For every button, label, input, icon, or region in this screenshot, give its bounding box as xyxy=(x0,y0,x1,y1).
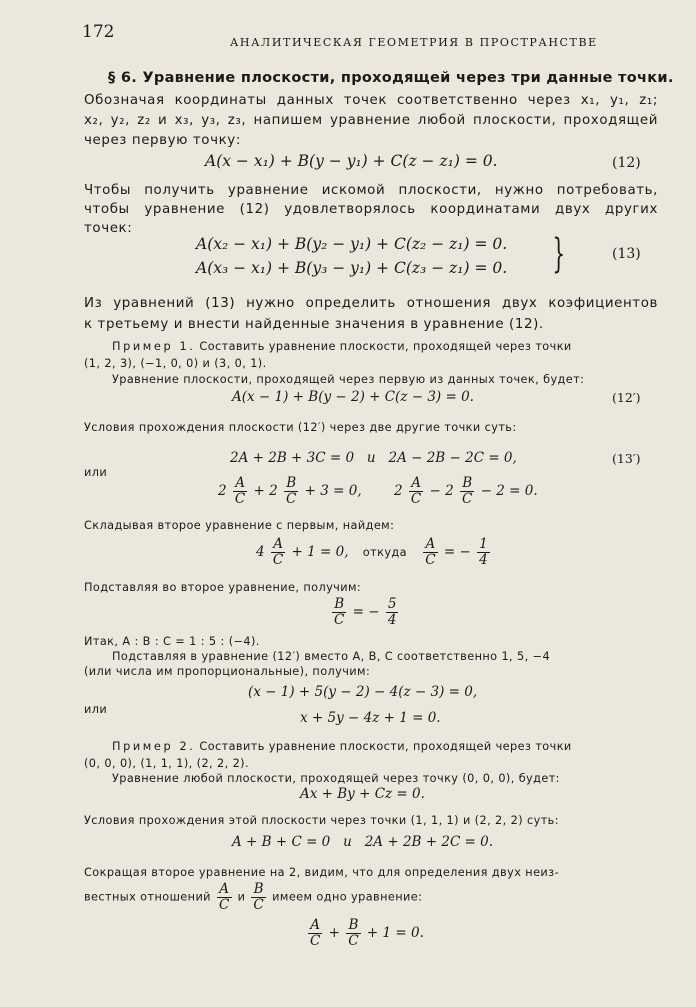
example1-or-2: или xyxy=(84,703,108,716)
intro-line-1: Обозначая координаты данных точек соответственно через x₁, y₁, z₁; xyxy=(84,93,658,108)
para2-line-2: чтобы уравнение (12) удовлетворялось координатами двух других xyxy=(84,202,658,217)
example2-task-line-2: (0, 0, 0), (1, 1, 1), (2, 2, 2). xyxy=(84,757,249,770)
example1-condition-equation: 2A + 2B + 3C = 0 и 2A − 2B − 2C = 0, xyxy=(230,450,517,466)
example1-or-1: или xyxy=(84,466,108,479)
intro-line-3: через первую точку: xyxy=(84,133,241,148)
fraction-b-over-c: $\frac{B}{C}$ xyxy=(334,596,345,628)
example1-subst-line-2: (или числа им пропорциональные), получим: xyxy=(84,665,371,678)
example1-final-equation-2: x + 5y − 4z + 1 = 0. xyxy=(300,710,441,726)
example2-task-line-1: Составить уравнение плоскости, проходящей через точки xyxy=(199,740,572,753)
para2-line-3: точек: xyxy=(84,221,133,236)
section-heading: § 6. Уравнение плоскости, проходящей через три данные точки. xyxy=(108,70,674,86)
fraction-b-over-c: $\frac{B}{C}$ xyxy=(286,475,297,507)
example1-equation-tag: (12′) xyxy=(612,390,641,405)
example2-label-text: Пример 2. xyxy=(112,740,196,753)
example1-task-line-2: (1, 2, 3), (−1, 0, 0) и (3, 0, 1). xyxy=(84,357,267,370)
equation-13-line-1: A(x₂ − x₁) + B(y₂ − y₁) + C(z₂ − z₁) = 0. xyxy=(196,235,508,253)
intro-line-2: x₂, y₂, z₂ и x₃, y₃, z₃, напишем уравнение любой плоскости, проходящей xyxy=(84,113,658,128)
fraction-a-over-c: $\frac{A}{C}$ xyxy=(218,881,230,913)
equation-12: A(x − x₁) + B(y − y₁) + C(z − z₁) = 0. xyxy=(205,152,498,170)
example2-plane-line: Уравнение любой плоскости, проходящей через точку (0, 0, 0), будет: xyxy=(112,772,560,785)
example2-condition-line: Условия прохождения этой плоскости через точки (1, 1, 1) и (2, 2, 2) суть: xyxy=(84,814,559,827)
fraction-a-over-c: $\frac{A}{C}$ xyxy=(425,536,436,568)
example1-task-line-1: Составить уравнение плоскости, проходящей через точки xyxy=(199,340,572,353)
para2-line-1: Чтобы получить уравнение искомой плоскости, нужно потребовать, xyxy=(84,183,658,198)
equation-12-tag: (12) xyxy=(612,155,641,171)
fraction-a-over-c: $\frac{A}{C}$ xyxy=(410,475,422,507)
page-number: 172 xyxy=(82,22,115,42)
right-brace: } xyxy=(552,231,566,277)
example2-label xyxy=(112,740,572,753)
example1-ratio: Итак, A : B : C = 1 : 5 : (−4). xyxy=(84,635,260,648)
example2-last-equation: $\frac{A}{C}$ + $\frac{B}{C}$ + 1 = 0. xyxy=(310,917,424,949)
para3-line-2: к третьему и внести найденные значения в уравнение (12). xyxy=(84,317,544,332)
fraction-b-over-c: $\frac{B}{C}$ xyxy=(253,881,265,913)
example2-condition-equation: A + B + C = 0 и 2A + 2B + 2C = 0. xyxy=(232,834,494,850)
para3-line-1: Из уравнений (13) нужно определить отношения двух коэфициентов xyxy=(84,296,658,311)
example1-plane-line: Уравнение плоскости, проходящей через первую из данных точек, будет: xyxy=(112,373,585,386)
example1-condition-line: Условия прохождения плоскости (12′) через две другие точки суть: xyxy=(84,421,517,434)
fraction-a-over-c: $\frac{A}{C}$ xyxy=(310,917,321,949)
example1-equation: A(x − 1) + B(y − 2) + C(z − 3) = 0. xyxy=(232,389,474,405)
fraction-five-quarters: $\frac{5}{4}$ xyxy=(387,596,397,628)
example1-subst-line-1: Подставляя в уравнение (12′) вместо A, B, C соответственно 1, 5, −4 xyxy=(112,650,551,663)
example2-reduce-line-2: вестных отношений $\frac{A}{C}$ и $\frac{B}{C}$ имеем одно уравнение: xyxy=(84,881,423,913)
example2-equation: Ax + By + Cz = 0. xyxy=(300,786,425,802)
example2-reduce-line-1: Сокращая второе уравнение на 2, видим, что для определения двух неиз- xyxy=(84,866,560,879)
equation-13-line-2: A(x₃ − x₁) + B(y₃ − y₁) + C(z₃ − z₁) = 0. xyxy=(196,259,508,277)
fraction-equation-a: 2 $\frac{A}{C}$ + 2 $\frac{B}{C}$ + 3 = 0, xyxy=(218,475,362,507)
running-title: АНАЛИТИЧЕСКАЯ ГЕОМЕТРИЯ В ПРОСТРАНСТВЕ xyxy=(230,36,598,49)
fraction-b-over-c: $\frac{B}{C}$ xyxy=(462,475,473,507)
equation-13-tag: (13) xyxy=(612,246,641,262)
result-equation-2: $\frac{B}{C}$ = − $\frac{5}{4}$ xyxy=(334,596,397,628)
result-equation-1: 4 $\frac{A}{C}$ + 1 = 0, откуда $\frac{A}{C}$ = − $\frac{1}{4}$ xyxy=(256,536,488,568)
example1-substitute-line: Подставляя во второе уравнение, получим: xyxy=(84,581,362,594)
example1-add-line: Складывая второе уравнение с первым, найдем: xyxy=(84,519,395,532)
fraction-a-over-c: $\frac{A}{C}$ xyxy=(272,536,284,568)
example1-label-text: Пример 1. xyxy=(112,340,196,353)
fraction-b-over-c: $\frac{B}{C}$ xyxy=(348,917,359,949)
example1-label xyxy=(112,340,572,353)
example1-condition-tag: (13′) xyxy=(612,451,641,466)
example1-final-equation: (x − 1) + 5(y − 2) − 4(z − 3) = 0, xyxy=(248,684,478,700)
fraction-equation-b: 2 $\frac{A}{C}$ − 2 $\frac{B}{C}$ − 2 = 0. xyxy=(394,475,538,507)
fraction-a-over-c: $\frac{A}{C}$ xyxy=(234,475,246,507)
fraction-one-quarter: $\frac{1}{4}$ xyxy=(479,536,488,568)
